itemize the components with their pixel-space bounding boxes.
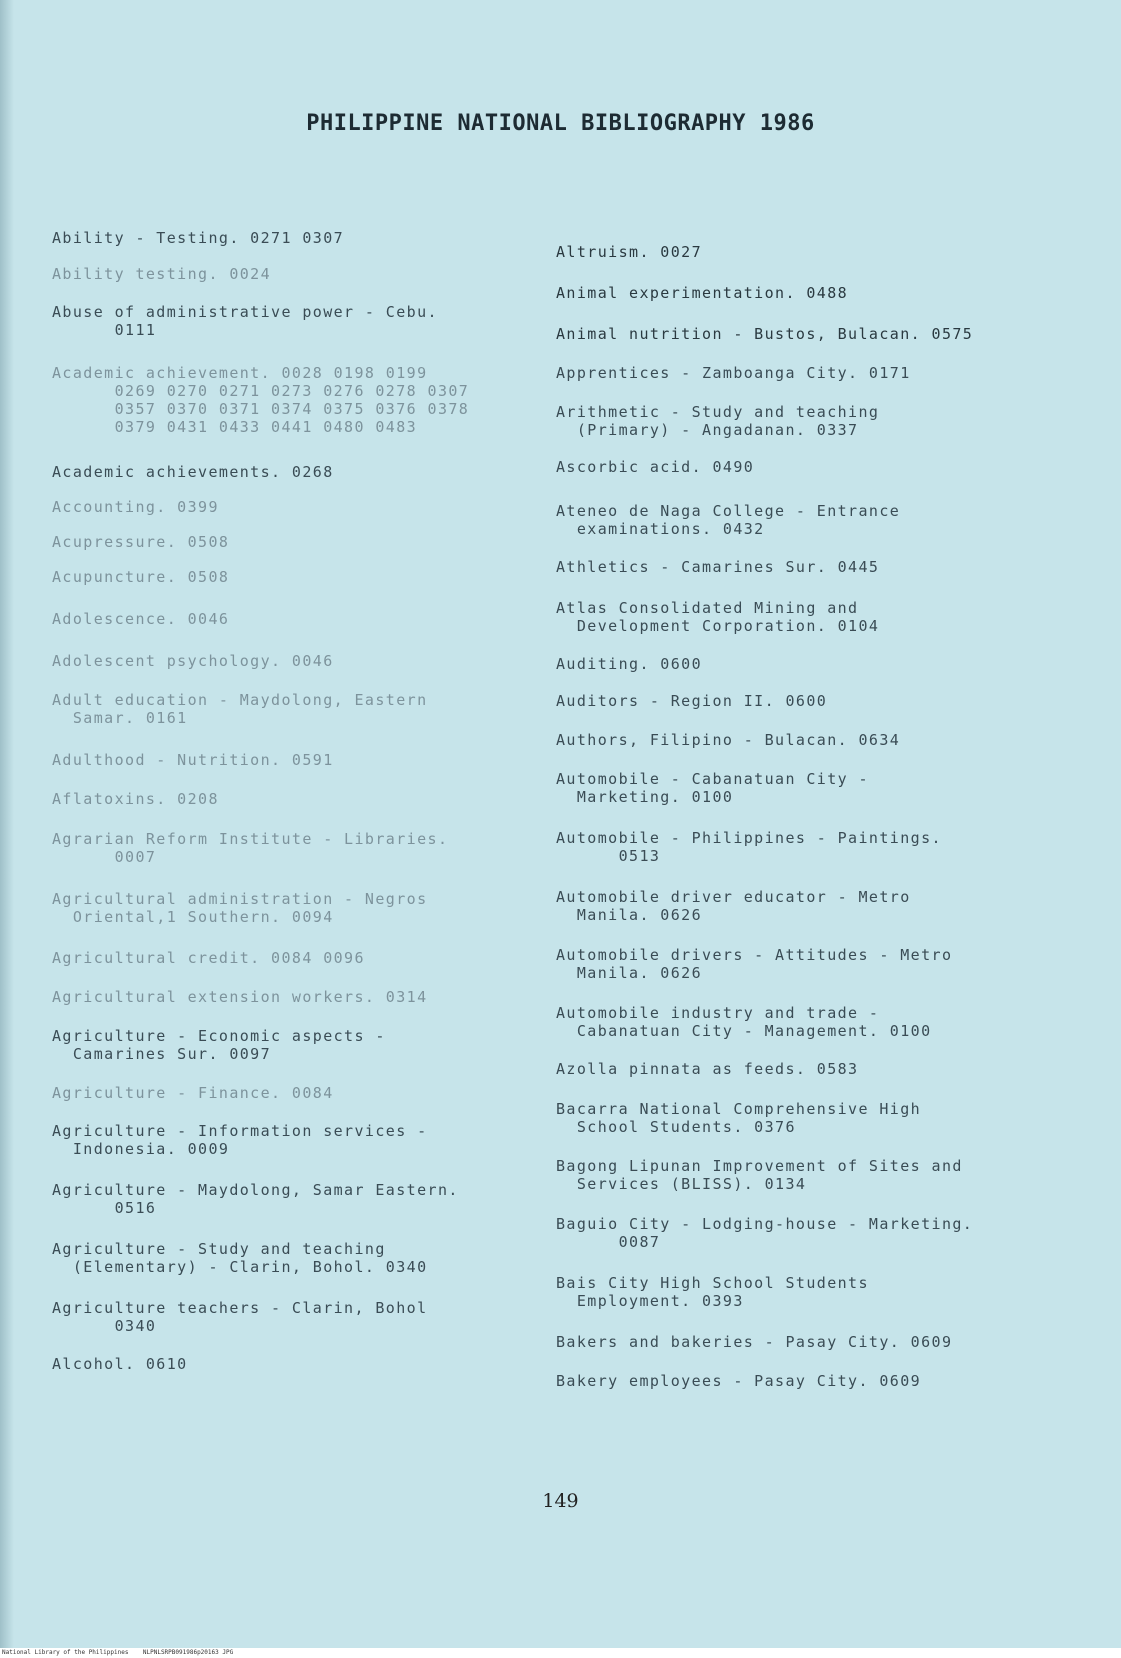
- scan-footer-caption: National Library of the Philippines NLPNLSRPB091986p20163 JPG: [0, 1648, 1121, 1658]
- list-item: Automobile drivers - Attitudes - Metro Manila. 0626: [556, 946, 953, 982]
- list-item: Ascorbic acid. 0490: [556, 458, 755, 476]
- list-item: Auditing. 0600: [556, 655, 703, 673]
- list-item: Ateneo de Naga College - Entrance examinations. 0432: [556, 502, 901, 538]
- list-item: Aflatoxins. 0208: [52, 790, 219, 808]
- list-item: Acupressure. 0508: [52, 533, 230, 551]
- list-item: Athletics - Camarines Sur. 0445: [556, 558, 880, 576]
- list-item: Bagong Lipunan Improvement of Sites and Services (BLISS). 0134: [556, 1157, 963, 1193]
- list-item: Adolescence. 0046: [52, 610, 230, 628]
- list-item: Animal nutrition - Bustos, Bulacan. 0575: [556, 325, 974, 343]
- list-item: Automobile - Cabanatuan City - Marketing. 0100: [556, 770, 869, 806]
- list-item: Automobile driver educator - Metro Manila. 0626: [556, 888, 911, 924]
- list-item: Ability - Testing. 0271 0307: [52, 229, 345, 247]
- list-item: Academic achievement. 0028 0198 0199 0269 0270 0271 0273 0276 0278 0307 0357 0370 0371 0374 0375 0376 0378 0379 0431 0433 0441 0480 0483: [52, 364, 470, 436]
- list-item: Acupuncture. 0508: [52, 568, 230, 586]
- list-item: Bakery employees - Pasay City. 0609: [556, 1372, 922, 1390]
- list-item: Adulthood - Nutrition. 0591: [52, 751, 334, 769]
- list-item: Animal experimentation. 0488: [556, 284, 849, 302]
- list-item: Altruism. 0027: [556, 243, 703, 261]
- list-item: Ability testing. 0024: [52, 265, 272, 283]
- list-item: Abuse of administrative power - Cebu. 0111: [52, 303, 438, 339]
- list-item: Bacarra National Comprehensive High School Students. 0376: [556, 1100, 922, 1136]
- list-item: Alcohol. 0610: [52, 1355, 188, 1373]
- list-item: Atlas Consolidated Mining and Development Corporation. 0104: [556, 599, 880, 635]
- list-item: Agricultural extension workers. 0314: [52, 988, 428, 1006]
- list-item: Apprentices - Zamboanga City. 0171: [556, 364, 911, 382]
- list-item: Agriculture - Economic aspects - Camarines Sur. 0097: [52, 1027, 386, 1063]
- list-item: Auditors - Region II. 0600: [556, 692, 828, 710]
- list-item: Arithmetic - Study and teaching (Primary) - Angadanan. 0337: [556, 403, 880, 439]
- list-item: Academic achievements. 0268: [52, 463, 334, 481]
- list-item: Agriculture - Study and teaching (Elementary) - Clarin, Bohol. 0340: [52, 1240, 428, 1276]
- page-number: 149: [542, 1490, 579, 1512]
- list-item: Agricultural administration - Negros Oriental,1 Southern. 0094: [52, 890, 428, 926]
- list-item: Agriculture - Finance. 0084: [52, 1084, 334, 1102]
- list-item: Adult education - Maydolong, Eastern Samar. 0161: [52, 691, 428, 727]
- page-title: PHILIPPINE NATIONAL BIBLIOGRAPHY 1986: [306, 110, 815, 136]
- list-item: Azolla pinnata as feeds. 0583: [556, 1060, 859, 1078]
- list-item: Automobile industry and trade - Cabanatuan City - Management. 0100: [556, 1004, 932, 1040]
- list-item: Baguio City - Lodging-house - Marketing. 0087: [556, 1215, 974, 1251]
- scan-edge-shadow: [0, 0, 14, 1658]
- list-item: Accounting. 0399: [52, 498, 219, 516]
- list-item: Automobile - Philippines - Paintings. 0513: [556, 829, 942, 865]
- list-item: Agricultural credit. 0084 0096: [52, 949, 365, 967]
- list-item: Agrarian Reform Institute - Libraries. 0007: [52, 830, 449, 866]
- list-item: Agriculture teachers - Clarin, Bohol 0340: [52, 1299, 428, 1335]
- list-item: Agriculture - Maydolong, Samar Eastern. 0516: [52, 1181, 459, 1217]
- list-item: Authors, Filipino - Bulacan. 0634: [556, 731, 901, 749]
- list-item: Agriculture - Information services - Indonesia. 0009: [52, 1122, 428, 1158]
- list-item: Bakers and bakeries - Pasay City. 0609: [556, 1333, 953, 1351]
- list-item: Adolescent psychology. 0046: [52, 652, 334, 670]
- list-item: Bais City High School Students Employment. 0393: [556, 1274, 869, 1310]
